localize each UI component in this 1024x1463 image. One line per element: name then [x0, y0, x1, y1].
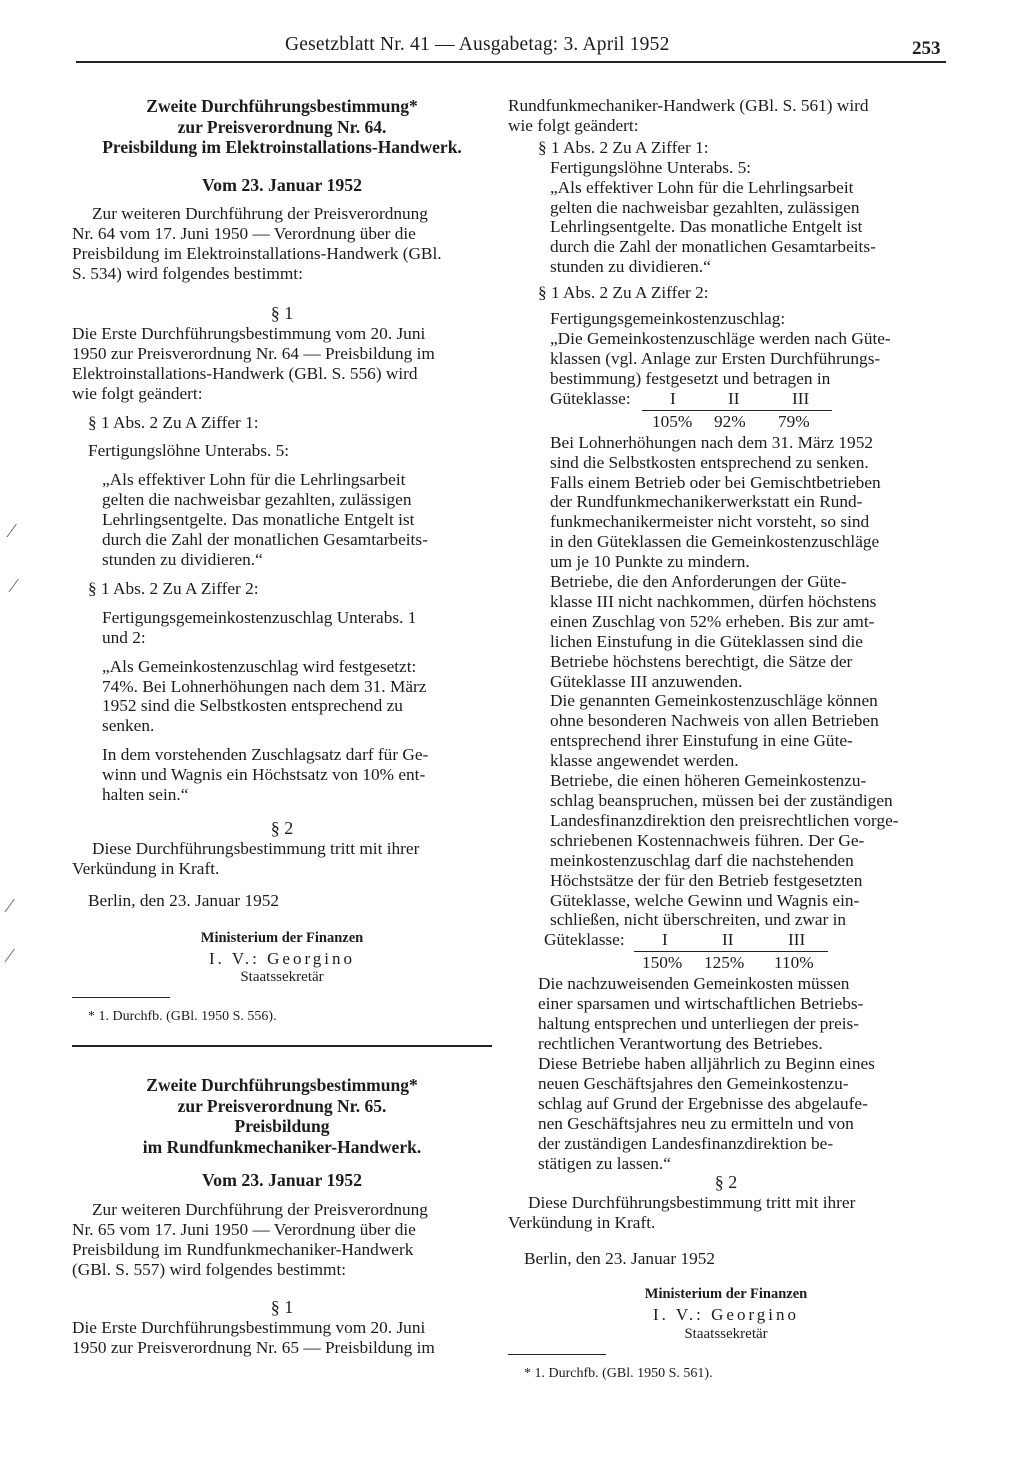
quote-line: klassen (vgl. Anlage zur Ersten Durchführungs- [550, 348, 881, 368]
document-65 [72, 1075, 492, 1357]
doc-title-line: Zweite Durchführungsbestimmung* [146, 96, 418, 116]
intro-line: Zur weiteren Durchführung der Preisverordnung [92, 1200, 428, 1220]
quote-line: 1952 sind die Selbstkosten entsprechend zu [102, 696, 403, 716]
body-line: 1950 zur Preisverordnung Nr. 64 — Preisbildung im [72, 343, 435, 363]
quote-line: winn und Wagnis ein Höchstsatz von 10% ent- [102, 765, 426, 785]
body-line: 1950 zur Preisverordnung Nr. 65 — Preisbildung im [72, 1337, 435, 1357]
header-title: Gesetzblatt Nr. 41 — Ausgabetag: 3. April 1952 [285, 34, 670, 55]
header-rule [76, 61, 946, 63]
margin-mark: ⁄ [10, 520, 14, 542]
margin-mark: ⁄ [8, 895, 12, 917]
section-heading: § 1 [270, 1296, 294, 1317]
amendment-reference: § 1 Abs. 2 Zu A Ziffer 1: [88, 412, 259, 432]
quote-line: „Die Gemeinkostenzuschläge werden nach Güte- [550, 328, 891, 348]
body-line: der zuständigen Landesfinanzdirektion be- [538, 1133, 834, 1153]
quote-line: bestimmung) festgesetzt und betragen in [550, 368, 831, 388]
body-line: Diese Durchführungsbestimmung tritt mit ihrer [528, 1193, 856, 1213]
signature: I. V.: Georgino [652, 1304, 800, 1324]
signatory-role: Staatssekretär [240, 969, 324, 986]
body-line: Diese Durchführungsbestimmung tritt mit ihrer [92, 838, 420, 858]
body-line: Güteklasse, welche Gewinn und Wagnis ein- [550, 890, 860, 910]
body-line: in den Güteklassen die Gemeinkostenzuschläge [550, 532, 880, 552]
grade-class-header: III [788, 930, 806, 950]
body-line: Höchstsätze der für den Betrieb festgesetzten [550, 870, 863, 890]
body-line: neuen Geschäftsjahres den Gemeinkostenzu- [538, 1073, 849, 1093]
body-line: Verkündung in Kraft. [72, 858, 220, 878]
body-line: klasse angewendet werden. [550, 751, 739, 771]
body-line: Elektroinstallations-Handwerk (GBl. S. 556) wird [72, 363, 418, 383]
ministry-name: Ministerium der Finanzen [200, 929, 364, 946]
grade-class-header: I [670, 388, 676, 408]
intro-line: S. 534) wird folgendes bestimmt: [72, 264, 303, 284]
page-header [0, 32, 1024, 72]
quote-line: durch die Zahl der monatlichen Gesamtarbeits- [102, 530, 428, 550]
body-line: Bei Lohnerhöhungen nach dem 31. März 1952 [550, 432, 873, 452]
body-line: rechtlichen Verantwortung des Betriebes. [538, 1034, 823, 1054]
body-line: Betriebe, die einen höheren Gemeinkostenzu- [550, 771, 867, 791]
body-line: der Rundfunkmechanikerwerkstatt ein Rund- [550, 492, 863, 512]
footnote: * 1. Durchfb. (GBl. 1950 S. 561). [524, 1365, 713, 1381]
intro-line: Preisbildung im Rundfunkmechaniker-Handwerk [72, 1239, 414, 1259]
page-number: 253 [912, 38, 941, 59]
body-line: Falls einem Betrieb oder bei Gemischtbetrieben [550, 472, 881, 492]
body-line: funkmechanikermeister nicht vorsteht, so sind [550, 512, 870, 532]
amendment-label: und 2: [102, 627, 146, 647]
body-line: entsprechend ihrer Einstufung in eine Güte- [550, 731, 853, 751]
body-line: Die genannten Gemeinkostenzuschläge können [550, 691, 878, 711]
body-line: Diese Betriebe haben alljährlich zu Beginn eines [538, 1053, 875, 1073]
quote-line: stunden zu dividieren.“ [102, 550, 263, 569]
body-line: Die Erste Durchführungsbestimmung vom 20. Juni [72, 1317, 426, 1337]
body-line: schlag beanspruchen, müssen bei der zuständigen [550, 791, 893, 810]
grade-class-label: Güteklasse: [550, 388, 631, 408]
section-heading: § 1 [270, 303, 294, 324]
grade-class-header: II [728, 388, 740, 408]
left-column [72, 96, 492, 1357]
quote-line: In dem vorstehenden Zuschlagsatz darf für Ge- [102, 745, 429, 765]
grade-class-header: III [792, 388, 810, 408]
doc-title-line: Preisbildung im Elektroinstallations-Handwerk. [102, 137, 462, 157]
doc-title-line: Preisbildung [234, 1116, 330, 1137]
body-line: Betriebe, die den Anforderungen der Güte- [550, 572, 847, 592]
grade-value: 92% [714, 411, 746, 431]
amendment-reference: § 1 Abs. 2 Zu A Ziffer 2: [538, 283, 709, 303]
grade-value: 79% [778, 411, 810, 431]
grade-class-header: II [722, 930, 734, 950]
section-divider [72, 1045, 492, 1047]
signature: I. V.: Georgino [208, 948, 356, 968]
body-line: Verkündung in Kraft. [508, 1213, 656, 1233]
right-column [508, 96, 944, 1384]
grade-class-label: Güteklasse: [544, 930, 625, 950]
doc-title-line: im Rundfunkmechaniker-Handwerk. [142, 1136, 422, 1157]
doc-date: Vom 23. Januar 1952 [201, 174, 363, 195]
amendment-label: Fertigungslöhne Unterabs. 5: [550, 157, 752, 177]
grade-value-row [508, 411, 944, 433]
document-64 [72, 96, 492, 1027]
body-line: Rundfunkmechaniker-Handwerk (GBl. S. 561) wird [508, 96, 869, 115]
amendment-reference: § 1 Abs. 2 Zu A Ziffer 1: [538, 137, 709, 157]
amendment-reference: § 1 Abs. 2 Zu A Ziffer 2: [88, 578, 259, 598]
body-line: stätigen zu lassen.“ [538, 1153, 671, 1173]
quote-line: gelten die nachweisbar gezahlten, zulässigen [102, 490, 412, 510]
body-line: haltung entsprechen und unterliegen der preis- [538, 1014, 860, 1034]
quote-line: stunden zu dividieren.“ [550, 257, 711, 277]
doc-title-line: zur Preisverordnung Nr. 64. [177, 116, 387, 137]
quote-line: senken. [102, 716, 155, 736]
body-line: wie folgt geändert: [72, 383, 203, 403]
body-line: Die Erste Durchführungsbestimmung vom 20. Juni [72, 323, 426, 343]
place-date: Berlin, den 23. Januar 1952 [88, 890, 280, 910]
body-line: Landesfinanzdirektion den preisrechtlichen vorge- [550, 810, 899, 830]
intro-line: Nr. 64 vom 17. Juni 1950 — Verordnung über die [72, 224, 416, 244]
footnote: * 1. Durchfb. (GBl. 1950 S. 556). [88, 1009, 277, 1025]
body-line: ohne besonderen Nachweis von allen Betrieben [550, 711, 879, 731]
body-line: Betriebe höchstens berechtigt, die Sätze der [550, 651, 853, 671]
body-line: wie folgt geändert: [508, 115, 639, 135]
body-line: einer sparsamen und wirtschaftlichen Betriebs- [538, 994, 864, 1014]
body-line: nen Geschäftsjahres neu zu ermitteln und von [538, 1113, 854, 1133]
body-line: einen Zuschlag von 52% erheben. Bis zur amt- [550, 611, 875, 631]
margin-mark: ⁄ [8, 945, 12, 967]
quote-line: halten sein.“ [102, 785, 189, 805]
grade-class-header: I [662, 930, 668, 950]
quote-line: Lehrlingsentgelte. Das monatliche Entgelt ist [102, 510, 415, 530]
quote-line: „Als effektiver Lohn für die Lehrlingsarbeit [550, 177, 854, 197]
body-line: um je 10 Punkte zu mindern. [550, 552, 750, 572]
margin-mark: ⁄ [12, 575, 16, 597]
section-heading: § 2 [714, 1172, 738, 1193]
intro-line: Preisbildung im Elektroinstallations-Handwerk (GBl. [72, 244, 442, 264]
body-line: schriebenen Kostennachweis führen. Der Ge- [550, 830, 865, 850]
body-line: schlag auf Grund der Ergebnisse des abgelaufe- [538, 1093, 868, 1113]
section-heading: § 2 [270, 817, 294, 838]
doc-date: Vom 23. Januar 1952 [201, 1170, 363, 1191]
quote-line: „Als effektiver Lohn für die Lehrlingsarbeit [102, 470, 406, 490]
doc-title-line: Zweite Durchführungsbestimmung* [146, 1075, 418, 1096]
quote-line: 74%. Bei Lohnerhöhungen nach dem 31. März [102, 676, 427, 696]
amendment-label: Fertigungslöhne Unterabs. 5: [88, 441, 290, 461]
body-line: Güteklasse III anzuwenden. [550, 671, 743, 691]
body-line: klasse III nicht nachkommen, dürfen höchstens [550, 591, 877, 611]
body-line: Die nachzuweisenden Gemeinkosten müssen [538, 974, 850, 994]
doc-title-line: zur Preisverordnung Nr. 65. [177, 1095, 387, 1116]
ministry-name: Ministerium der Finanzen [644, 1286, 808, 1303]
intro-line: Nr. 65 vom 17. Juni 1950 — Verordnung über die [72, 1220, 416, 1240]
quote-line: „Als Gemeinkostenzuschlag wird festgesetzt: [102, 656, 417, 676]
grade-value: 105% [652, 411, 693, 431]
footnote-rule [72, 997, 170, 998]
intro-line: (GBl. S. 557) wird folgendes bestimmt: [72, 1259, 347, 1279]
amendment-label: Fertigungsgemeinkostenzuschlag Unterabs. 1 [102, 607, 417, 627]
body-line: schließen, nicht überschreiten, und zwar in [550, 910, 847, 930]
quote-line: gelten die nachweisbar gezahlten, zulässigen [550, 197, 860, 217]
place-date: Berlin, den 23. Januar 1952 [524, 1249, 716, 1269]
signatory-role: Staatssekretär [684, 1325, 768, 1342]
quote-line: Lehrlingsentgelte. Das monatliche Entgelt ist [550, 217, 863, 237]
grade-value-row [508, 952, 944, 974]
body-line: sind die Selbstkosten entsprechend zu senken. [550, 452, 869, 472]
grade-value: 125% [704, 953, 745, 973]
grade-value: 150% [642, 953, 683, 973]
intro-line: Zur weiteren Durchführung der Preisverordnung [92, 204, 428, 224]
grade-class-row [508, 930, 944, 952]
quote-line: durch die Zahl der monatlichen Gesamtarbeits- [550, 237, 876, 257]
amendment-label: Fertigungsgemeinkostenzuschlag: [550, 309, 786, 329]
body-line: lichen Einstufung in die Güteklassen sind die [550, 631, 863, 651]
grade-class-row [508, 389, 944, 411]
footnote-rule [508, 1354, 606, 1355]
grade-value: 110% [774, 953, 814, 973]
body-line: meinkostenzuschlag darf die nachstehenden [550, 850, 854, 870]
